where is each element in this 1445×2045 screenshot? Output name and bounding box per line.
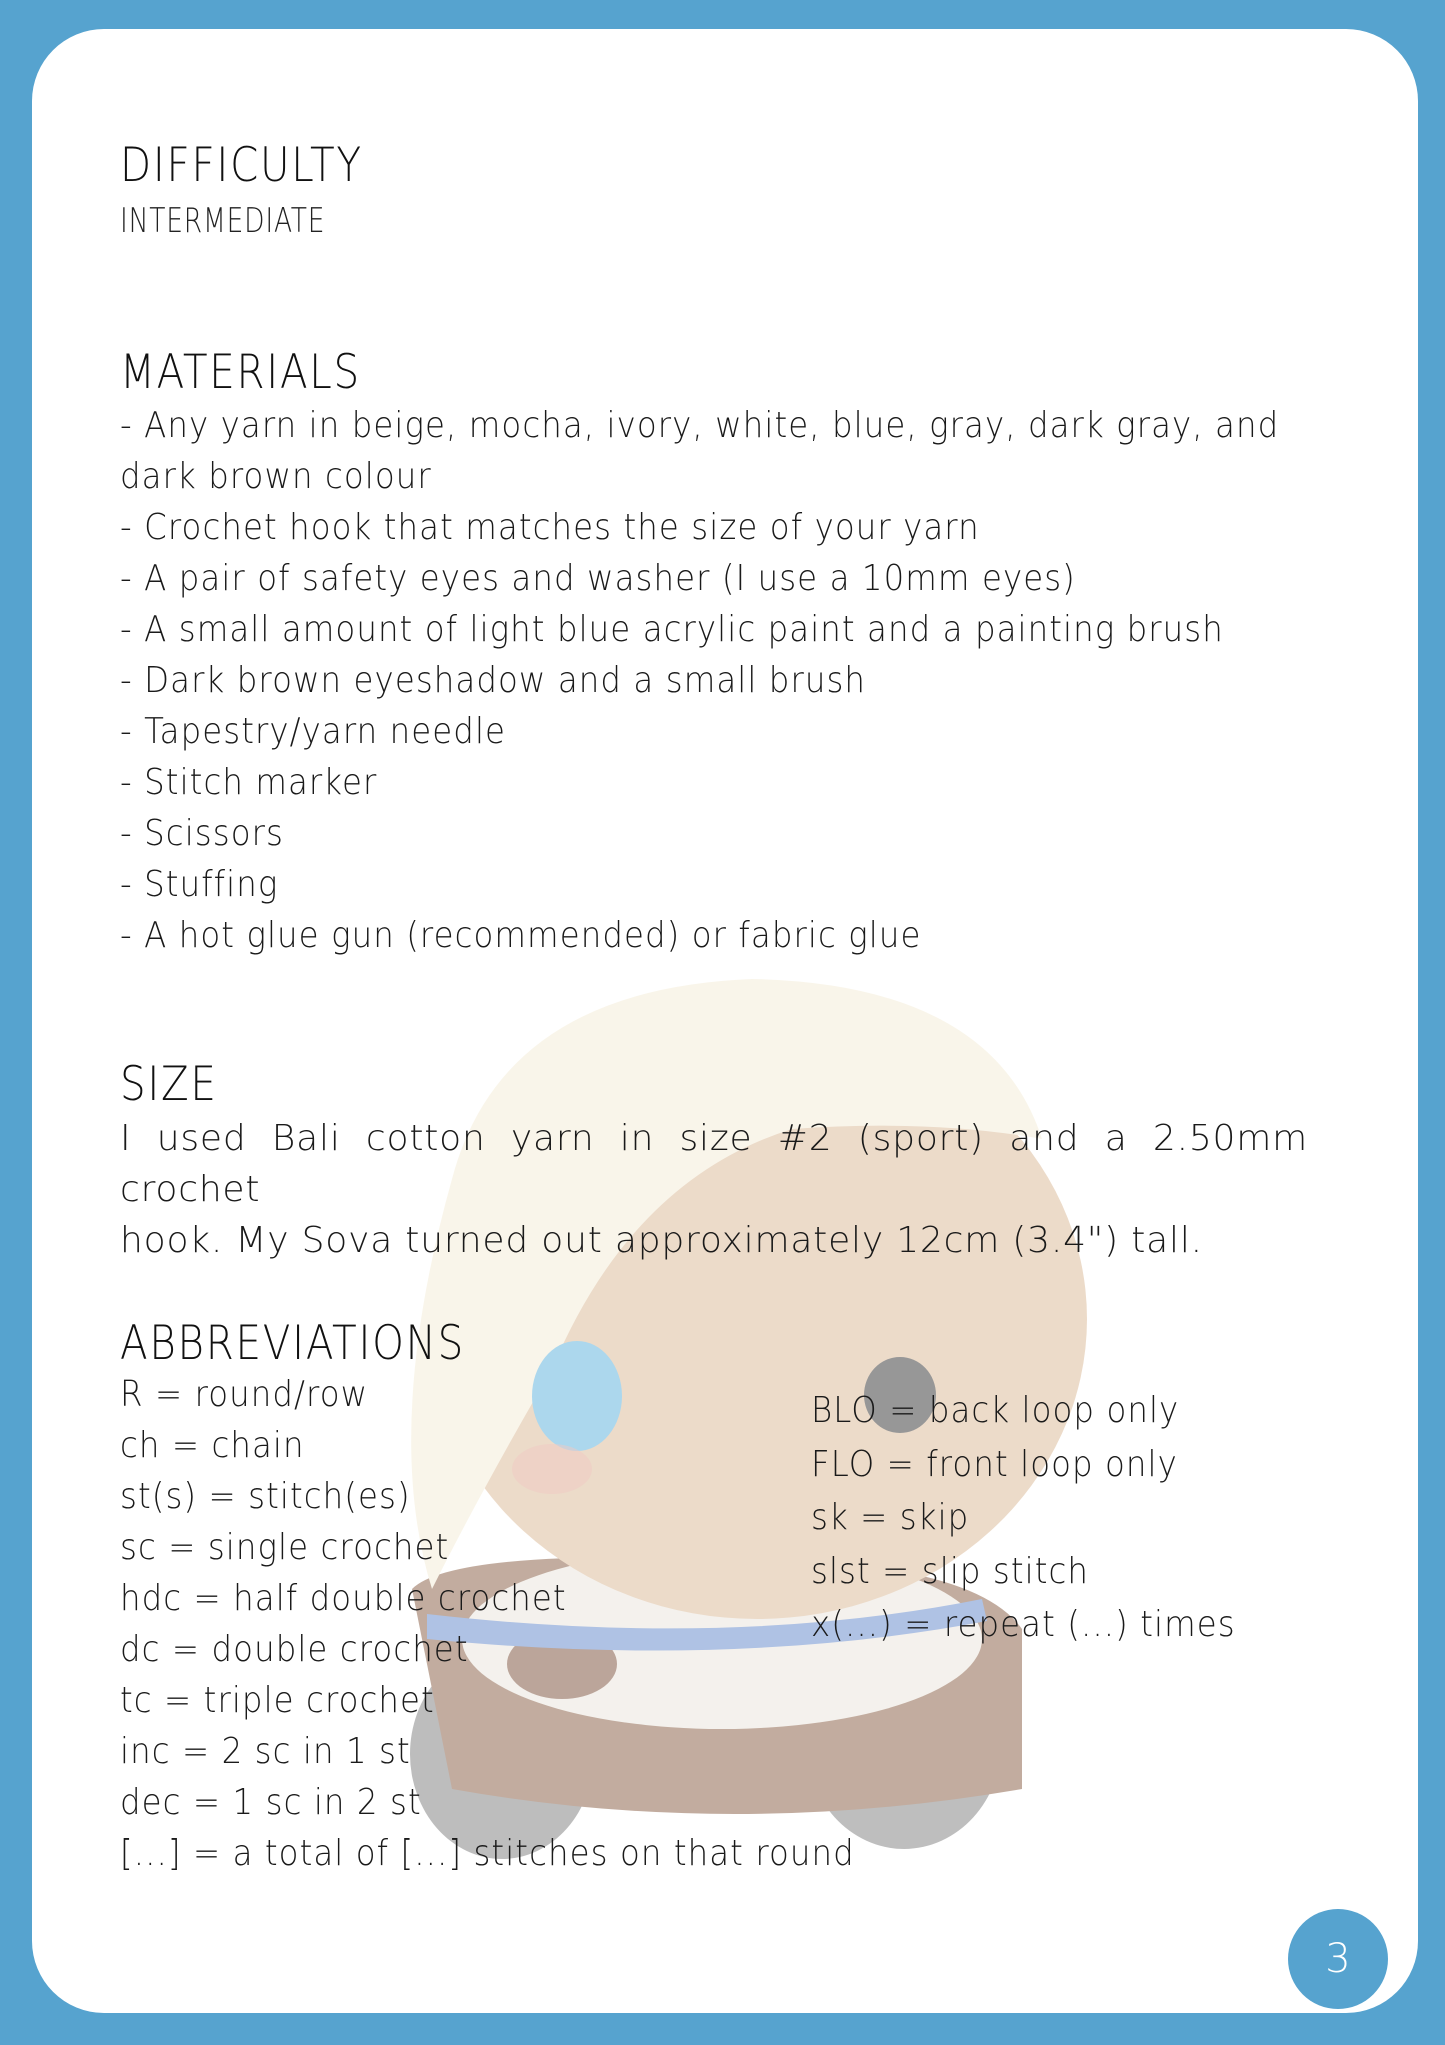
materials-line: - Any yarn in beige, mocha, ivory, white, blue, gray, dark gray, and xyxy=(120,405,1280,446)
abbreviation-item: R = round/row xyxy=(120,1374,369,1415)
abbreviation-item: FLO = front loop only xyxy=(811,1443,1178,1485)
page-number: 3 xyxy=(1325,1936,1351,1982)
abbreviation-item: BLO = back loop only xyxy=(811,1390,1180,1431)
materials-line: - A pair of safety eyes and washer (I use a 10mm eyes) xyxy=(120,558,1076,599)
page-card xyxy=(32,29,1418,2013)
materials-list xyxy=(120,400,1408,961)
materials-heading: MATERIALS xyxy=(120,345,361,400)
abbreviation-item: slst = slip stitch xyxy=(811,1550,1090,1592)
abbreviation-item: [...] = a total of [...] stitches on that round xyxy=(120,1833,855,1874)
abbreviation-item: sk = skip xyxy=(811,1497,970,1538)
size-line: hook. My Sova turned out approximately 12cm (3.4") tall. xyxy=(120,1220,1203,1261)
size-line: I used Bali cotton yarn in size #2 (sport) and a 2.50mm crochet xyxy=(120,1118,1308,1210)
materials-line: - Dark brown eyeshadow and a small brush xyxy=(120,660,867,701)
materials-line: - Stuffing xyxy=(120,864,279,905)
abbreviation-item: x(...) = repeat (...) times xyxy=(811,1604,1236,1645)
difficulty-value: INTERMEDIATE xyxy=(120,201,326,241)
abbreviations-heading: ABBREVIATIONS xyxy=(120,1316,465,1371)
materials-line: - Stitch marker xyxy=(120,762,378,803)
abbreviation-item: dc = double crochet xyxy=(120,1629,469,1670)
abbreviation-item: inc = 2 sc in 1 st xyxy=(120,1731,411,1772)
materials-line: - Tapestry/yarn needle xyxy=(120,711,507,752)
materials-line: dark brown colour xyxy=(120,456,432,497)
abbreviation-item: sc = single crochet xyxy=(120,1527,450,1568)
abbreviation-item: ch = chain xyxy=(120,1425,305,1466)
difficulty-heading: DIFFICULTY xyxy=(120,138,363,193)
materials-line: - A hot glue gun (recommended) or fabric glue xyxy=(120,915,922,956)
abbreviation-item: tc = triple crochet xyxy=(120,1680,435,1721)
abbreviations-right-list xyxy=(811,1384,1283,1652)
materials-line: - A small amount of light blue acrylic paint and a painting brush xyxy=(120,609,1224,650)
materials-line: - Crochet hook that matches the size of your yarn xyxy=(120,507,980,548)
page-number-badge xyxy=(1288,1909,1388,2009)
abbreviation-item: dec = 1 sc in 2 st xyxy=(120,1782,422,1823)
size-heading: SIZE xyxy=(120,1057,218,1112)
materials-line: - Scissors xyxy=(120,813,284,854)
abbreviation-item: hdc = half double crochet xyxy=(120,1578,567,1619)
abbreviation-item: st(s) = stitch(es) xyxy=(120,1476,411,1517)
size-description xyxy=(120,1113,1308,1266)
